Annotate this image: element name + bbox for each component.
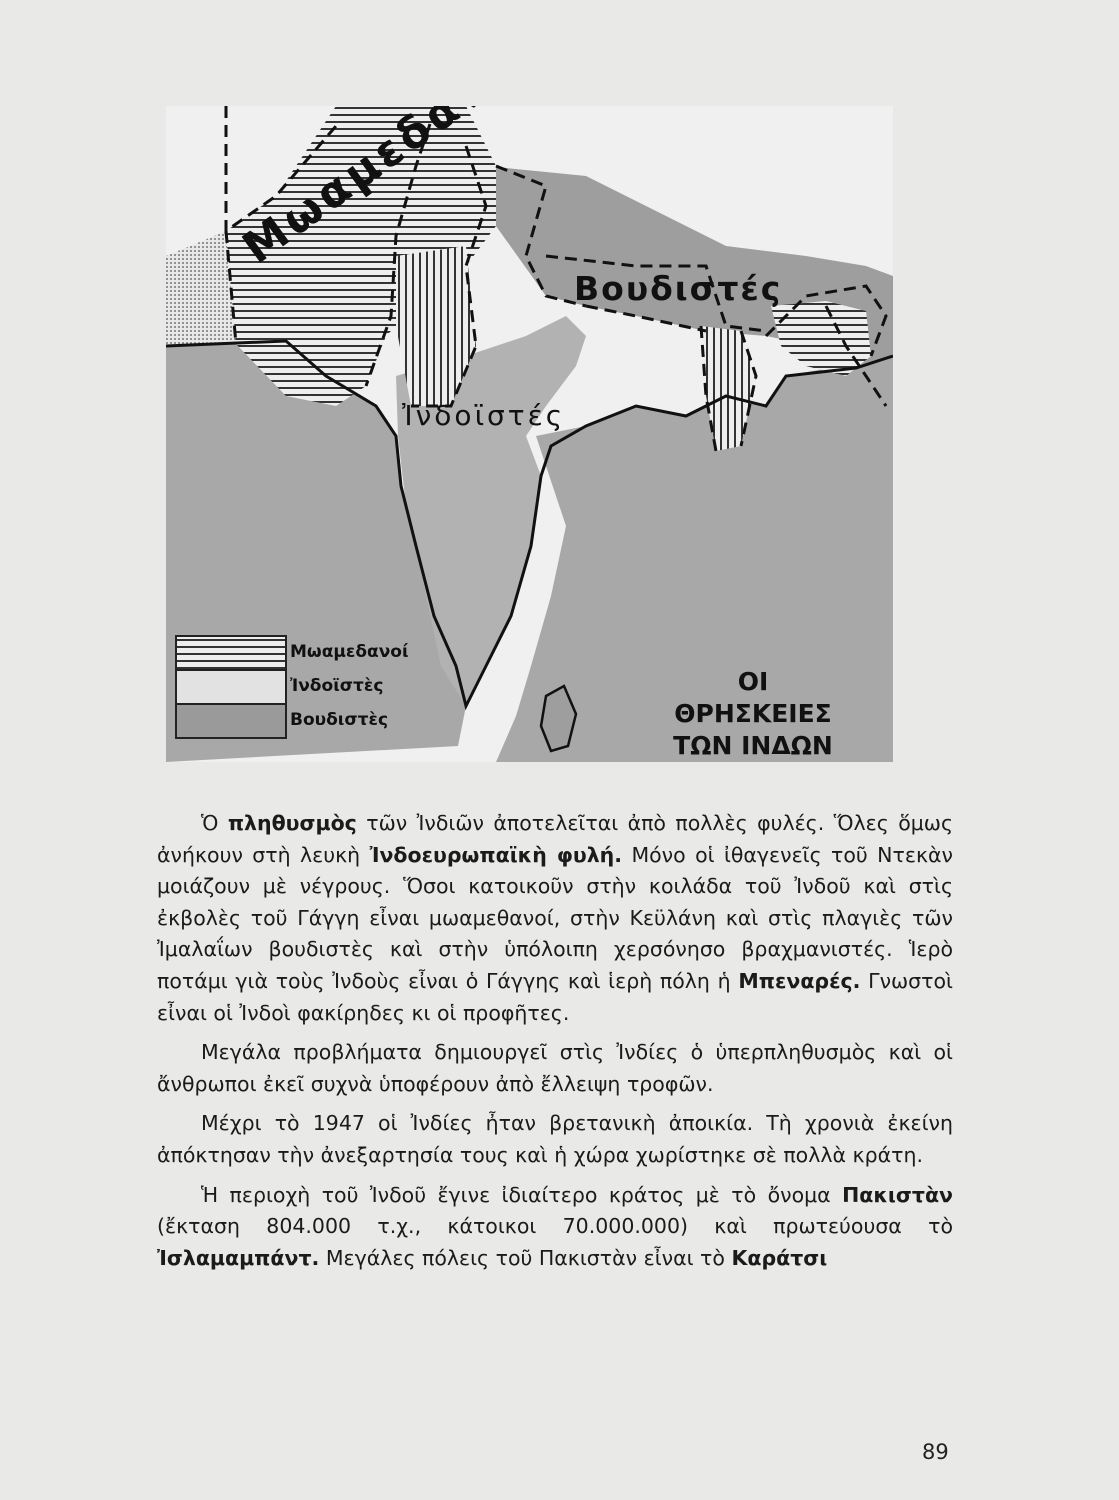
legend-label-hindus: Ἰνδοϊστὲς xyxy=(290,676,384,696)
paragraph-independence: Μέχρι τὸ 1947 οἱ Ἰνδίες ἦταν βρετανικὴ ἀποικία. Τὴ χρονιὰ ἐκείνη ἀπόκτησαν τὴν ἀνεξαρτησία τους καὶ ἡ χώρα χωρίστηκε σὲ πολλὰ κράτη. xyxy=(157,1111,953,1167)
legend-swatch-hindus xyxy=(176,670,286,704)
paragraph-pakistan: Ἡ περιοχὴ τοῦ Ἰνδοῦ ἔγινε ἰδιαίτερο κράτος μὲ τὸ ὄνομα Πακιστὰν (ἔκταση 804.000 τ.χ., κάτοικοι 70.000.000) καὶ πρωτεύουσα τὸ Ἰσλαμαμπάντ. Μεγάλες πόλεις τοῦ Πακιστὰν εἶναι τὸ Καράτσι xyxy=(157,1182,953,1270)
legend-swatch-mohammedans xyxy=(176,636,286,670)
legend-label-mohammedans: Μωαμεδανοί xyxy=(290,642,409,662)
map-title-line-1: ΟΙ ΘΡΗΣΚΕΙΕΣ xyxy=(674,667,832,728)
paragraph-overpopulation: Μεγάλα προβλήματα δημιουργεῖ στὶς Ἰνδίες ὁ ὑπερπληθυσμὸς καὶ οἱ ἄνθρωποι ἐκεῖ συχνὰ ὑποφέρουν ἀπὸ ἔλλειψη τροφῶν. xyxy=(157,1040,953,1096)
legend-label-buddhists: Βουδιστὲς xyxy=(290,710,389,730)
map-title-line-2: ΤΩΝ ΙΝΔΩΝ xyxy=(673,731,833,760)
religions-map xyxy=(166,106,893,762)
legend-swatch-buddhists xyxy=(176,704,286,738)
map-title xyxy=(658,666,848,762)
paragraph-population: Ὁ πληθυσμὸς τῶν Ἰνδιῶν ἀποτελεῖται ἀπὸ πολλὲς φυλές. Ὅλες ὅμως ἀνήκουν στὴ λευκὴ Ἰνδοευρωπαϊκὴ φυλή. Μόνο οἱ ἰθαγενεῖς τοῦ Ντεκὰν μοιάζουν μὲ νέγρους. Ὅσοι κατοικοῦν στὴν κοιλάδα τοῦ Ἰνδοῦ καὶ στὶς ἐκβολὲς τοῦ Γάγγη εἶναι μωαμεθανοί, στὴν Κεϋλάνη καὶ στὶς πλαγιὲς τῶν Ἰμαλαΐων βουδιστὲς καὶ στὴν ὑπόλοιπη χερσόνησο βραχμανιστές. Ἱερὸ ποτάμι γιὰ τοὺς Ἰνδοὺς εἶναι ὁ Γάγγης καὶ ἱερὴ πόλη ἡ Μπεναρές. Γνωστοὶ εἶναι οἱ Ἰνδοὶ φακίρηδες κι οἱ προφῆτες. xyxy=(157,811,953,1025)
body-text xyxy=(157,808,953,1274)
map-label-buddhists: Βουδιστές xyxy=(574,269,783,308)
map-label-hindus: Ἰνδοϊστές xyxy=(402,399,566,432)
page-number: 89 xyxy=(922,1440,949,1464)
